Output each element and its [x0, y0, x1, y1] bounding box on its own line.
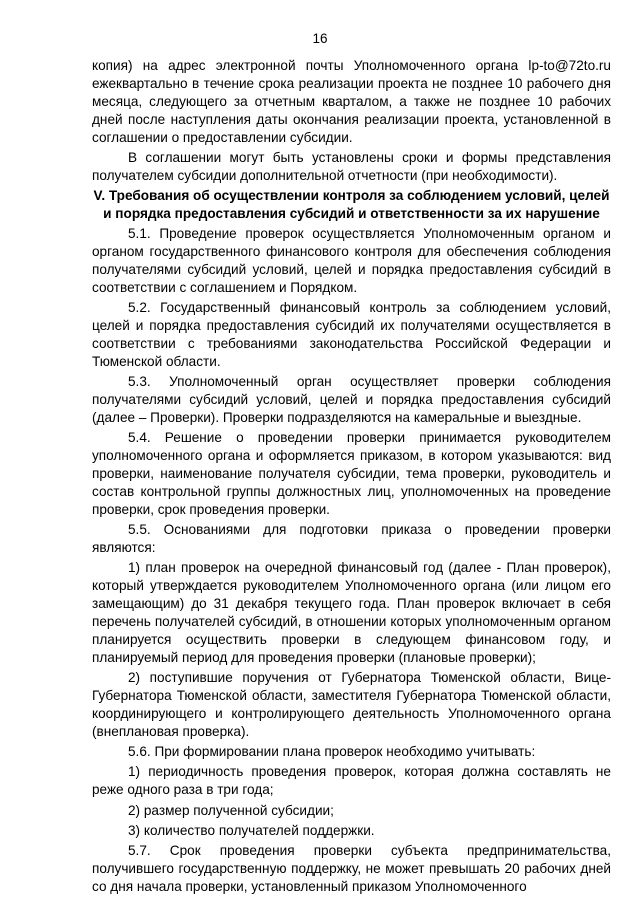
paragraph-5-5: 5.5. Основаниями для подготовки приказа о проведении проверки являются: — [92, 522, 611, 555]
paragraph-5-2: 5.2. Государственный финансовый контроль за соблюдением условий, целей и порядка предоставления субсидий их получателями осуществляется в соответствии с требованиями законодательства Российской Федерации и Тюменской области. — [92, 299, 611, 369]
paragraph-5-7: 5.7. Срок проведения проверки субъекта предпринимательства, получившего государственную поддержку, не может превышать 20 рабочих дней со дня начала проверки, установленный приказом Уполномоченного — [92, 843, 611, 894]
paragraph-5-6: 5.6. При формировании плана проверок необходимо учитывать: — [128, 744, 536, 760]
section-heading: V. Требования об осуществлении контроля за соблюдением условий, целей и порядка предоставления субсидий и ответственности за их нарушение — [93, 188, 610, 221]
paragraph-5-1: 5.1. Проведение проверок осуществляется Уполномоченным органом и органом государственного финансового контроля для обеспечения соблюдения получателями субсидий условий, целей и порядка предоставления субсидий в соответствии с соглашением и Порядком. — [92, 225, 611, 295]
paragraph-reporting-email: копия) на адрес электронной почты Уполномоченного органа lp-to@72to.ru ежеквартально в течение срока реализации проекта не позднее 10 рабочего дня месяца, следующего за отчетным кварталом, а также не позднее 10 рабочих дней после наступления даты окончания реализации проекта, установленной в соглашении о предоставлении субсидии. — [92, 58, 611, 145]
list-item-governor-orders: 2) поступившие поручения от Губернатора Тюменской области, Вице-Губернатора Тюменской области, заместителя Губернатора Тюменской области, координирующего и контролирующего деятельность Уполномоченного органа (внеплановая проверка). — [92, 670, 611, 739]
list-item-subsidy-size: 2) размер полученной субсидии; — [128, 802, 334, 818]
paragraph-5-4: 5.4. Решение о проведении проверки принимается руководителем уполномоченного органа и оформляется приказом, в котором указываются: вид проверки, наименование получателя субсидии, тема проверки, руководитель и состав контрольной группы должностных лиц, уполномоченных на проведение проверки, срок проведения проверки. — [92, 430, 611, 517]
list-item-periodicity: 1) периодичность проведения проверок, которая должна составлять не реже одного раза в три года; — [92, 764, 611, 798]
list-item-recipients-count: 3) количество получателей поддержки. — [128, 822, 375, 838]
paragraph-5-3: 5.3. Уполномоченный орган осуществляет проверки соблюдения получателями субсидий условий, целей и порядка предоставления субсидий (далее – Проверки). Проверки подразделяются на камеральные и выездные. — [92, 373, 611, 425]
paragraph-additional-reporting: В соглашении могут быть установлены сроки и формы представления получателем субсидии дополнительной отчетности (при необходимости). — [92, 149, 611, 183]
list-item-plan-of-checks: 1) план проверок на очередной финансовый год (далее - План проверок), который утверждается руководителем Уполномоченного органа (или лицом его замещающим) до 31 декабря текущего года. План проверок включает в себя перечень получателей субсидий, в отношении которых уполномоченным органом планируется осуществить проверки в следующем финансовом году, и планируемый период для проведения проверки (плановые проверки); — [92, 560, 611, 665]
document-body — [92, 57, 611, 898]
page-number: 16 — [312, 31, 328, 46]
